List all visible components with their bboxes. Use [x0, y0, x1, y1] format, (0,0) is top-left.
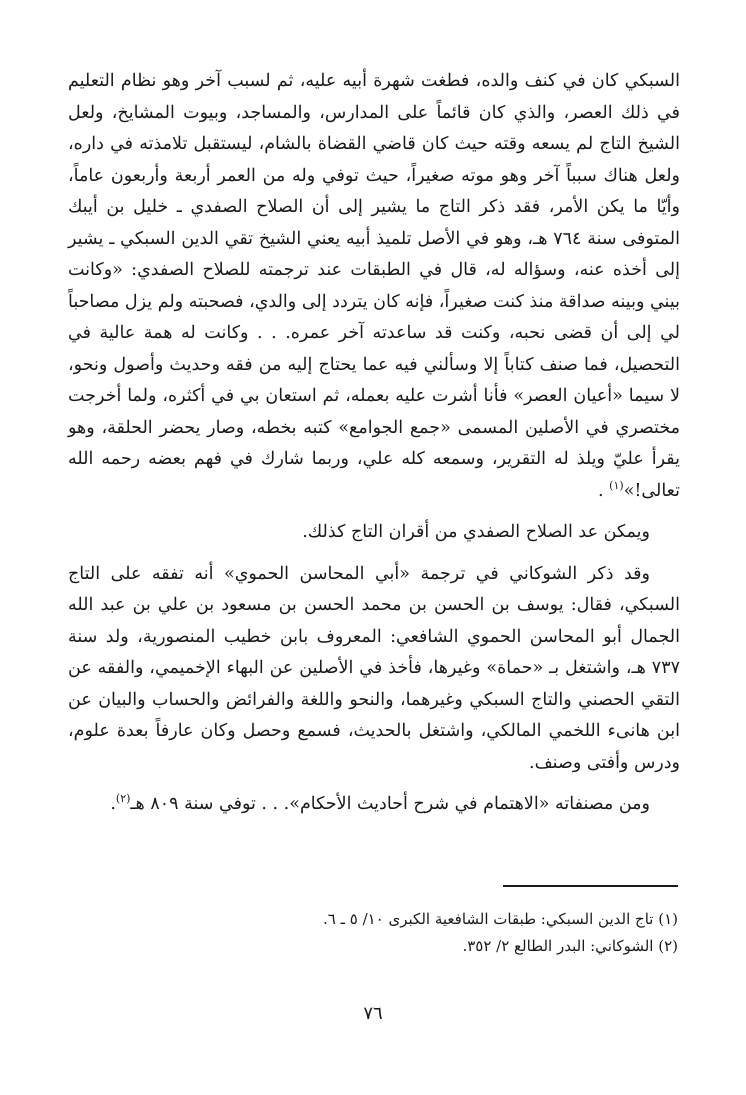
paragraph-biography-subki: السبكي كان في كنف والده، فطغت شهرة أبيه عليه، ثم لسبب آخر وهو نظام التعليم في ذلك العصر، والذي كان قائماً على المدارس، والمساجد، وبيوت المشايخ، ولعل الشيخ التاج لم يسعه وقته حيث كان قاضي القضاة بالشام، ليستقبل تلامذته في داره، ولعل هناك سبباً آخر وهو موته صغيراً، حيث توفي وله من العمر أربعة وأربعون عاماً، وأيّا ما يكن الأمر، فقد ذكر التاج ما يشير إلى أن الصلاح الصفدي ـ خليل بن أيبك المتوفى سنة ٧٦٤ هـ، وهو في الأصل تلميذ أبيه يعني الشيخ تقي الدين السبكي ـ يشير إلى أخذه عنه، وسؤاله له، قال في الطبقات عند ترجمته للصلاح الصفدي: «وكانت بيني وبينه صداقة منذ كنت صغيراً، فإنه كان يتردد إلى والدي، فصحبته ولم يزل مصاحباً لي إلى أن قضى نحبه، وكنت قد ساعدته آخر عمره. . . وكانت له همة عالية في التحصيل، فما صنف كتاباً إلا وسألني فيه عما يحتاج إليه من فقه وحديث وأصول ونحو، لا سيما «أعيان العصر» فأنا أشرت عليه بعمله، ثم استعان بي في أكثره، ولما أخرجت مختصري في الأصلين المسمى «جمع الجوامع» كتبه بخطه، وصار يحضر الحلقة، وهو يقرأ عليّ ويلذ له التقرير، وسمعه كله علي، وربما شارك في فهم بعضه رحمه الله تعالى!»$^{(١)}$ .: [68, 71, 680, 501]
footnote-2: (٢) الشوكاني: البدر الطالع ٢/ ٣٥٢.: [462, 937, 678, 955]
page-number: ٧٦: [363, 1003, 383, 1024]
paragraph-shawkani-hamawi: وقد ذكر الشوكاني في ترجمة «أبي المحاسن الحموي» أنه تفقه على التاج السبكي، فقال: يوسف بن الحسن بن محمد الحسن بن مسعود بن علي بن عبد الله الجمال أبو المحاسن الحموي الشافعي: المعروف بابن خطيب المنصورية، ولد سنة ٧٣٧ هـ، واشتغل بـ «حماة» وغيرها، فأخذ في الأصلين عن البهاء الإخميمي، والفقه عن التقي الحصني والتاج السبكي وغيرهما، والنحو واللغة والفرائض والحساب والبيان عن ابن هانىء اللخمي المالكي، واشتغل بالحديث، فسمع وحصل وكان عارفاً بعدة علوم، ودرس وأفتى وصنف.: [68, 563, 680, 773]
paragraph-text: ومن مصنفاته «الاهتمام في شرح أحاديث الأحكام». . . توفي سنة ٨٠٩ هـ: [130, 794, 650, 814]
footnote-ref-1[interactable]: (١): [609, 478, 624, 492]
paragraph-works: ومن مصنفاته «الاهتمام في شرح أحاديث الأحكام». . . توفي سنة ٨٠٩ هـ$^{(٢)}$.: [110, 792, 650, 814]
footnote-ref-2[interactable]: (٢): [115, 792, 131, 806]
footnote-1: (١) تاج الدين السبكي: طبقات الشافعية الكبرى ١٠/ ٥ ـ ٦.: [322, 910, 678, 928]
paragraph-safadi-peer: ويمكن عد الصلاح الصفدي من أقران التاج كذلك.: [302, 522, 650, 542]
paragraph-text: السبكي كان في كنف والده، فطغت شهرة أبيه عليه، ثم لسبب آخر وهو نظام التعليم في ذلك العصر، والذي كان قائماً على المدارس، والمساجد، وبيوت المشايخ، ولعل الشيخ التاج لم يسعه وقته حيث كان قاضي القضاة بالشام، ليستقبل تلامذته في داره، ولعل هناك سبباً آخر وهو موته صغيراً، حيث توفي وله من العمر أربعة وأربعون عاماً، وأيّا ما يكن الأمر، فقد ذكر التاج ما يشير إلى أن الصلاح الصفدي ـ خليل بن أيبك المتوفى سنة ٧٦٤ هـ، وهو في الأصل تلميذ أبيه يعني الشيخ تقي الدين السبكي ـ يشير إلى أخذه عنه، وسؤاله له، قال في الطبقات عند ترجمته للصلاح الصفدي: «وكانت بيني وبينه صداقة منذ كنت صغيراً، فإنه كان يتردد إلى والدي، فصحبته ولم يزل مصاحباً لي إلى أن قضى نحبه، وكنت قد ساعدته آخر عمره. . . وكانت له همة عالية في التحصيل، فما صنف كتاباً إلا وسألني فيه عما يحتاج إليه من فقه وحديث وأصول ونحو، لا سيما «أعيان العصر» فأنا أشرت عليه بعمله، ثم استعان بي في أكثره، ولما أخرجت مختصري في الأصلين المسمى «جمع الجوامع» كتبه بخطه، وصار يحضر الحلقة، وهو يقرأ عليّ ويلذ له التقرير، وسمعه كله علي، وربما شارك في فهم بعضه رحمه الله تعالى!»: [68, 71, 680, 501]
footnote-divider: [503, 885, 678, 887]
page-body: [68, 66, 680, 821]
footnotes: [66, 906, 678, 960]
